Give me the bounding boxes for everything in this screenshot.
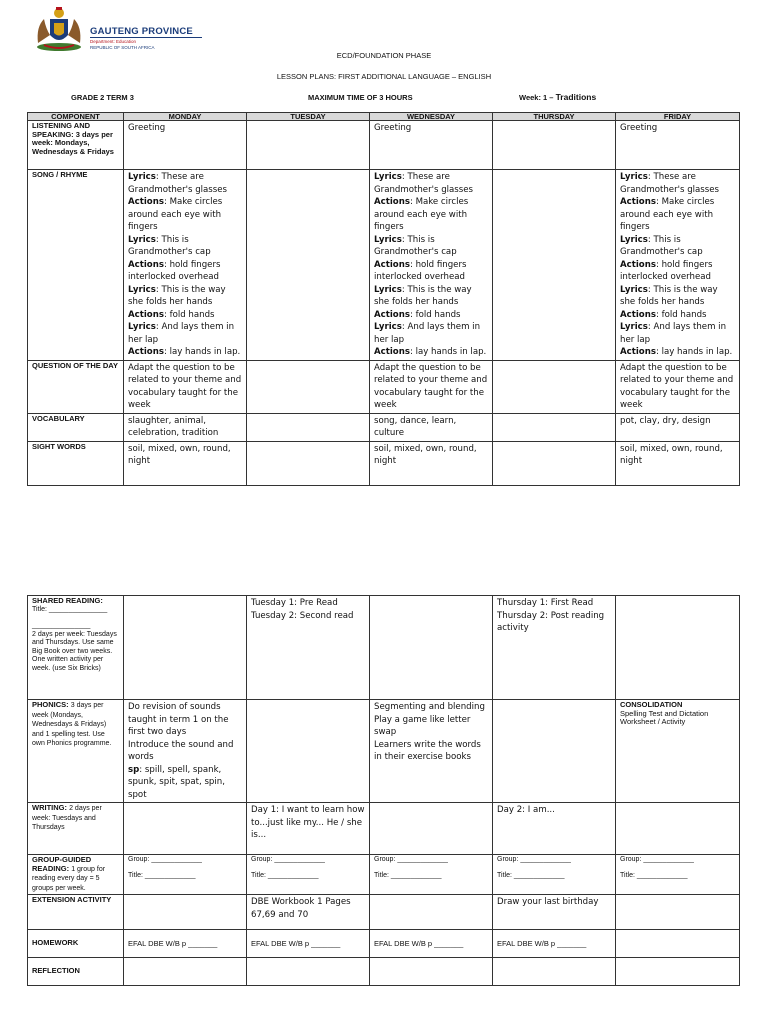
component-question: QUESTION OF THE DAY: [28, 360, 124, 413]
tue-group: [247, 855, 370, 895]
song-line: [620, 196, 735, 234]
component-listening: LISTENING AND SPEAKING: 3 days per week: Mondays, Wednesdays & Fridays: [28, 121, 124, 170]
shared-reading-blank-line: _______________: [32, 622, 91, 629]
wed-writing: [370, 803, 493, 855]
song-line-text: : hold fingers interlocked overhead: [620, 259, 713, 282]
mon-shared-reading: [124, 596, 247, 700]
row-homework: [28, 930, 740, 958]
song-line: [374, 171, 488, 196]
wed-question: Adapt the question to be related to your theme and vocabulary taught for the week: [370, 360, 493, 413]
song-line-key: Lyrics: [374, 234, 402, 245]
song-line: [620, 346, 735, 359]
sp-words: : spill, spell, spank, spunk, spit, spat, spin, spot: [128, 764, 225, 800]
shared-reading-note: 2 days per week: Tuesdays and Thursdays. Use same Big Book over two weeks. One written activity per week. (use Six Bricks): [32, 630, 117, 672]
song-line-key: Actions: [128, 197, 164, 207]
consolidation-title: CONSOLIDATION: [620, 700, 683, 709]
tue-question: [247, 360, 370, 413]
week-label: Week: 1 –: [519, 93, 554, 102]
song-line-key: Lyrics: [620, 172, 648, 182]
mon-question: Adapt the question to be related to your theme and vocabulary taught for the week: [124, 360, 247, 413]
thu-song: [493, 170, 616, 361]
thu-listening: [493, 121, 616, 170]
song-line-text: : And lays them in her lap: [128, 322, 235, 345]
song-line-key: Actions: [128, 259, 164, 270]
row-song-rhyme: [28, 170, 740, 361]
song-line-text: : These are Grandmother's glasses: [374, 172, 474, 195]
song-line: [128, 321, 242, 346]
song-line-text: : Make circles around each eye with fingers: [374, 197, 469, 232]
consolidation-text: Spelling Test and Dictation Worksheet / Activity: [620, 708, 709, 726]
row-group-guided-reading: [28, 855, 740, 895]
song-line: [620, 309, 735, 322]
song-line-key: Actions: [128, 347, 164, 357]
song-line-text: : Make circles around each eye with fingers: [620, 197, 715, 232]
row-listening-speaking: [28, 121, 740, 170]
song-line-text: : This is the way she folds her hands: [128, 284, 226, 307]
wed-phonics-1: Segmenting and blending: [374, 702, 485, 712]
mon-phonics-1: Do revision of sounds taught in term 1 on the first two days: [128, 702, 229, 737]
fri-extension: [616, 895, 740, 930]
fri-phonics: [616, 700, 740, 803]
fri-reflection: [616, 958, 740, 986]
mon-writing: [124, 803, 247, 855]
thu-homework: EFAL DBE W/B p _______: [493, 930, 616, 958]
song-line: [374, 196, 488, 234]
song-line: [128, 234, 242, 259]
tue-shared-1: Tuesday 1: Pre Read: [251, 598, 338, 608]
phase-heading: ECD/FOUNDATION PHASE: [336, 51, 432, 60]
song-line: [374, 234, 488, 259]
tue-shared-reading: [247, 596, 370, 700]
song-line-key: Actions: [128, 309, 164, 320]
song-line-text: : This is the way she folds her hands: [620, 284, 718, 307]
thu-sight-words: [493, 441, 616, 485]
writing-note: 2 days per week: Tuesdays and Thursdays: [32, 805, 102, 831]
row-writing: [28, 803, 740, 855]
song-line: [374, 284, 488, 309]
wed-shared-reading: [370, 596, 493, 700]
tue-reflection: [247, 958, 370, 986]
table-header-row: [28, 113, 740, 121]
song-line-text: : These are Grandmother's glasses: [128, 172, 228, 195]
wed-song: [370, 170, 493, 361]
coat-of-arms-icon: [30, 5, 88, 53]
song-line: [374, 259, 488, 284]
component-writing: [28, 803, 124, 855]
sp-key: sp: [128, 764, 140, 775]
song-line-key: Lyrics: [128, 322, 156, 332]
tue-phonics: [247, 700, 370, 803]
col-tuesday: TUESDAY: [247, 113, 370, 121]
tue-homework: EFAL DBE W/B p _______: [247, 930, 370, 958]
song-line-key: Lyrics: [620, 234, 648, 245]
song-line-text: : fold hands: [409, 309, 461, 320]
thu-question: [493, 360, 616, 413]
song-line-key: Actions: [374, 197, 410, 207]
component-song: SONG / RHYME: [28, 170, 124, 361]
song-line-key: Actions: [620, 309, 656, 320]
thu-group: [493, 855, 616, 895]
lesson-plan-table-2: [27, 595, 740, 986]
title-field: Title: _____________: [374, 872, 442, 879]
mon-phonics-2: Introduce the sound and words: [128, 739, 234, 762]
song-line-key: Lyrics: [374, 172, 402, 182]
fri-song: [616, 170, 740, 361]
col-component: COMPONENT: [28, 113, 124, 121]
tue-shared-2: Tuesday 2: Second read: [251, 610, 354, 621]
shared-reading-title-line: Title: _______________: [32, 605, 108, 613]
group-field: Group: _____________: [620, 856, 694, 863]
song-line-text: : Make circles around each eye with fingers: [128, 197, 223, 232]
group-field: Group: _____________: [251, 856, 325, 863]
lesson-plans-heading: LESSON PLANS: FIRST ADDITIONAL LANGUAGE – ENGLISH: [276, 72, 492, 81]
song-line-key: Actions: [620, 197, 656, 207]
song-line: [128, 346, 242, 359]
col-thursday: THURSDAY: [493, 113, 616, 121]
tue-song: [247, 170, 370, 361]
song-line-key: Lyrics: [128, 172, 156, 182]
mon-listening: Greeting: [124, 121, 247, 170]
fri-question: Adapt the question to be related to your theme and vocabulary taught for the week: [616, 360, 740, 413]
logo-department: Department: Education: [90, 39, 137, 44]
component-sight-words: SIGHT WORDS: [28, 441, 124, 485]
song-line-key: Lyrics: [620, 284, 648, 295]
song-line-text: : And lays them in her lap: [620, 322, 727, 345]
component-extension: EXTENSION ACTIVITY: [28, 895, 124, 930]
song-line: [128, 309, 242, 322]
song-line-key: Actions: [374, 347, 410, 357]
week-theme: Traditions: [555, 92, 597, 102]
wed-listening: Greeting: [370, 121, 493, 170]
component-reflection: REFLECTION: [28, 958, 124, 986]
fri-homework: [616, 930, 740, 958]
lesson-plan-table-1: [27, 112, 740, 486]
component-shared-reading: [28, 596, 124, 700]
mon-extension: [124, 895, 247, 930]
mon-group: [124, 855, 247, 895]
song-line: [620, 259, 735, 284]
group-field: Group: _____________: [497, 856, 571, 863]
song-line-key: Actions: [374, 259, 410, 270]
logo-title: GAUTENG PROVINCE: [90, 26, 193, 37]
max-time: MAXIMUM TIME OF 3 HOURS: [308, 93, 413, 102]
song-line-key: Lyrics: [128, 284, 156, 295]
thu-vocabulary: [493, 413, 616, 441]
component-vocabulary: VOCABULARY: [28, 413, 124, 441]
mon-song: [124, 170, 247, 361]
song-line-text: : This is Grandmother's cap: [620, 234, 703, 257]
title-field: Title: _____________: [128, 872, 196, 879]
song-line-key: Actions: [620, 259, 656, 270]
song-line-text: : This is Grandmother's cap: [374, 234, 457, 257]
song-line-key: Lyrics: [128, 234, 156, 245]
wed-group: [370, 855, 493, 895]
writing-label: WRITING:: [32, 803, 67, 812]
song-line: [620, 234, 735, 259]
fri-sight-words: soil, mixed, own, round, night: [616, 441, 740, 485]
mon-sight-words: soil, mixed, own, round, night: [124, 441, 247, 485]
wed-reflection: [370, 958, 493, 986]
song-line-text: : And lays them in her lap: [374, 322, 481, 345]
col-monday: MONDAY: [124, 113, 247, 121]
song-line-key: Actions: [620, 347, 656, 357]
row-vocabulary: [28, 413, 740, 441]
shared-reading-label: SHARED READING:: [32, 596, 103, 605]
song-line-key: Lyrics: [620, 322, 648, 332]
row-extension-activity: [28, 895, 740, 930]
fri-vocabulary: pot, clay, dry, design: [616, 413, 740, 441]
row-shared-reading: [28, 596, 740, 700]
group-reading-note: 1 group for reading every day = 5 groups per week.: [32, 865, 106, 892]
song-line: [128, 196, 242, 234]
thu-extension: Draw your last birthday: [493, 895, 616, 930]
song-line: [374, 309, 488, 322]
fri-listening: Greeting: [616, 121, 740, 170]
logo-divider: [90, 37, 202, 38]
col-friday: FRIDAY: [616, 113, 740, 121]
song-line-text: : lay hands in lap.: [163, 347, 241, 357]
row-phonics: [28, 700, 740, 803]
wed-phonics-2: Play a game like letter swap: [374, 714, 471, 737]
thu-writing: Day 2: I am...: [493, 803, 616, 855]
song-line-text: : This is Grandmother's cap: [128, 234, 211, 257]
group-field: Group: _____________: [374, 856, 448, 863]
wed-phonics: [370, 700, 493, 803]
title-field: Title: _____________: [251, 872, 319, 879]
thu-shared-reading: [493, 596, 616, 700]
wed-vocabulary: song, dance, learn, culture: [370, 413, 493, 441]
wed-homework: EFAL DBE W/B p _______: [370, 930, 493, 958]
phonics-note: 3 days per week (Mondays, Wednesdays & Fridays) and 1 spelling test. Use own Phonics programme.: [32, 702, 112, 747]
mon-vocabulary: slaughter, animal, celebration, tradition: [124, 413, 247, 441]
tue-listening: [247, 121, 370, 170]
tue-vocabulary: [247, 413, 370, 441]
song-line-key: Lyrics: [374, 284, 402, 295]
thu-shared-2: Thursday 2: Post reading activity: [497, 610, 605, 633]
song-line-key: Lyrics: [374, 322, 402, 332]
title-field: Title: _____________: [620, 872, 688, 879]
group-reading-label: GROUP-GUIDED READING:: [32, 855, 92, 873]
song-line-text: : fold hands: [655, 309, 707, 320]
song-line-text: : hold fingers interlocked overhead: [374, 259, 467, 282]
song-line-text: : lay hands in lap.: [655, 347, 733, 357]
song-line: [620, 171, 735, 196]
tue-sight-words: [247, 441, 370, 485]
thu-phonics: [493, 700, 616, 803]
song-line-text: : hold fingers interlocked overhead: [128, 259, 221, 282]
col-wednesday: WEDNESDAY: [370, 113, 493, 121]
fri-writing: [616, 803, 740, 855]
tue-writing: Day 1: I want to learn how to...just like my... He / she is...: [247, 803, 370, 855]
mon-phonics: [124, 700, 247, 803]
row-question-of-day: [28, 360, 740, 413]
song-line: [620, 321, 735, 346]
group-field: Group: _____________: [128, 856, 202, 863]
logo-republic: REPUBLIC OF SOUTH AFRICA: [90, 45, 155, 50]
song-line: [620, 284, 735, 309]
fri-shared-reading: [616, 596, 740, 700]
wed-phonics-3: Learners write the words in their exercise books: [374, 739, 481, 762]
mon-phonics-sp: [128, 764, 242, 802]
thu-reflection: [493, 958, 616, 986]
gauteng-logo: [30, 5, 193, 53]
fri-group: [616, 855, 740, 895]
week-info: [519, 92, 596, 102]
song-line: [128, 284, 242, 309]
song-line: [374, 346, 488, 359]
tue-extension: DBE Workbook 1 Pages 67,69 and 70: [247, 895, 370, 930]
grade-term: GRADE 2 TERM 3: [71, 93, 134, 102]
component-homework: HOMEWORK: [28, 930, 124, 958]
phonics-label: PHONICS:: [32, 700, 69, 709]
song-line: [128, 171, 242, 196]
mon-reflection: [124, 958, 247, 986]
song-line-text: : These are Grandmother's glasses: [620, 172, 720, 195]
song-line: [128, 259, 242, 284]
song-line-text: : fold hands: [163, 309, 215, 320]
row-reflection: [28, 958, 740, 986]
wed-extension: [370, 895, 493, 930]
wed-sight-words: soil, mixed, own, round, night: [370, 441, 493, 485]
song-line-text: : This is the way she folds her hands: [374, 284, 472, 307]
mon-homework: EFAL DBE W/B p _______: [124, 930, 247, 958]
component-phonics: [28, 700, 124, 803]
song-line-key: Actions: [374, 309, 410, 320]
component-group-reading: [28, 855, 124, 895]
thu-shared-1: Thursday 1: First Read: [497, 598, 594, 608]
title-field: Title: _____________: [497, 872, 565, 879]
row-sight-words: [28, 441, 740, 485]
song-line-text: : lay hands in lap.: [409, 347, 487, 357]
song-line: [374, 321, 488, 346]
